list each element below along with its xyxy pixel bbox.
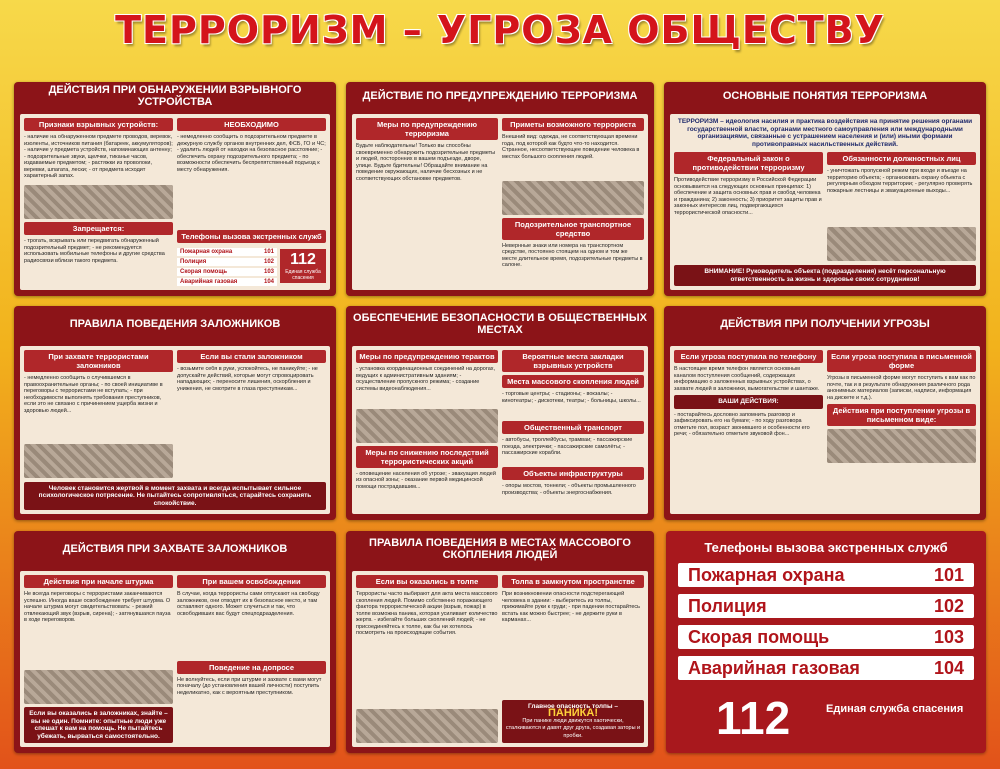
text-block: - трогать, вскрывать или передвигать обнаруженный подозрительный предмет; - не рекомендуется использовать мобильные телефоны и другие средства радиосвязи вблизи такого предмета. — [24, 238, 165, 264]
subheading: Если угроза поступила в письменной форме — [827, 350, 976, 372]
photo — [24, 670, 173, 704]
phone-row: Полиция 102 — [177, 258, 277, 266]
text-block: - торговые центры; - стадионы; - вокзалы; - кинотеатры; - дискотеки, театры; - больницы, школы... — [502, 391, 641, 404]
subheading: Действия при начале штурма — [24, 575, 173, 588]
text-block: - автобусы, троллейбусы, трамваи; - пассажирские поезда, электрички; - пассажирские самолёты; - пассажирские корабли. — [502, 437, 633, 456]
photo — [356, 409, 498, 443]
panic-block: Главное опасность толпы – ПАНИКА! При панике люди движутся хаотически, сталкиваются и давят друг друга, создавая заторы и пробки. — [502, 700, 644, 744]
subheading: Если вы оказались в толпе — [356, 575, 498, 588]
terrorism-definition: ТЕРРОРИЗМ – идеология насилия и практика воздействия на принятие решения органами государственной власти, органами местного самоуправления или международными организациями, связанные с устрашением населения и (или) иными формами противоправных насильственных действий. — [677, 118, 973, 148]
photo — [24, 444, 173, 478]
photo — [24, 185, 173, 219]
phone-row: Пожарная охрана 101 — [177, 248, 277, 256]
subheading: Меры по предупреждению терроризма — [356, 118, 498, 140]
panel-public-safety — [346, 306, 654, 520]
panel-title: ДЕЙСТВИЯ ПРИ ОБНАРУЖЕНИИ ВЗРЫВНОГО УСТРОЙСТВА — [48, 84, 302, 108]
subheading: НЕОБХОДИМО — [177, 118, 326, 131]
subheading: Запрещается: — [24, 222, 173, 235]
phone-row-ambulance: Скорая помощь 103 — [678, 625, 974, 649]
number-112-label: Единая служба спасения — [285, 269, 321, 281]
panel-title: ПРАВИЛА ПОВЕДЕНИЯ ЗАЛОЖНИКОВ — [69, 318, 281, 330]
subheading: Подозрительное транспортное средство — [502, 218, 644, 240]
text-block: Противодействие терроризму в Российской Федерации основывается на следующих основных принципах: 1) обеспечение и защита основных прав и свобод человека и гражданина; 2) законность; 3) приоритет защиты прав и законных интересов лиц, подвергающихся террористической опасности... — [674, 177, 822, 216]
subheading: Приметы возможного террориста — [502, 118, 644, 131]
phone-row-gas: Аварийная газовая 104 — [678, 656, 974, 680]
note-block: Если вы оказались в заложниках, знайте – вы не один. Помните: опытные люди уже спешат к вам на помощь. Не пытайтесь убежать, вырваться самостоятельно. — [24, 707, 173, 743]
phone-row-police: Полиция 102 — [678, 594, 974, 618]
text-block: Внешний вид: одежда, не соответствующая времени года, под которой как будто что-то находится. Странное, несоответствующее поведение человека в местах большого скопления людей. — [502, 134, 640, 160]
page-title: ТЕРРОРИЗМ – УГРОЗА ОБЩЕСТВУ — [115, 8, 885, 52]
panel-prevention — [346, 82, 654, 296]
subheading: Поведение на допросе — [177, 661, 326, 674]
subheading: При захвате террористами заложников — [24, 350, 173, 372]
number-112-label: Единая служба спасения — [826, 703, 964, 715]
subheading: Действия при поступлении угрозы в письменном виде: — [827, 404, 976, 426]
text-block: - возьмите себя в руки, успокойтесь, не паникуйте; - не допускайте действий, которые могут спровоцировать нападающих; - переносите лишения, оскорбления и унижения, не смотрите в глаза преступникам... — [177, 366, 318, 392]
panel-title: ДЕЙСТВИЕ ПО ПРЕДУПРЕЖДЕНИЮ ТЕРРОРИЗМА — [362, 90, 638, 102]
subheading: Общественный транспорт — [502, 421, 644, 434]
text-block: Угрозы в письменной форме могут поступить к вам как по почте, так и в результате обнаружения различного рода анонимных материалов (записки, надписи, информация на дискете и т.д.). — [827, 375, 976, 401]
phone-row: Скорая помощь 103 — [177, 268, 277, 276]
subheading: Вероятные места закладки взрывных устройств — [502, 350, 644, 372]
warning-note: ВНИМАНИЕ! Руководитель объекта (подразделения) несёт персональную ответственность за жизнь и здоровье своих сотрудников! — [674, 265, 976, 286]
photo — [502, 181, 644, 215]
emergency-phones-panel — [666, 531, 986, 753]
panel-crowd-rules — [346, 531, 654, 753]
phones-title: Телефоны вызова экстренных служб — [704, 540, 948, 555]
text-block: Не всегда переговоры с террористами заканчиваются успешно. Иногда ваше освобождение требует штурма. О начале штурма могут свидетельствовать: - резкий отвлекающий звук (взрыв, сирена); - затянувшаяся пауза в ходе переговоров. — [24, 591, 171, 623]
number-112: 112 — [716, 692, 791, 744]
text-block: - наличие на обнаруженном предмете проводов, веревок, изоленты, источников питания (батареек, аккумуляторов); - наличие у предмета устройств, напоминающих антенну; - подозрительные звуки, щелчки, тиканье часов, издаваемые предметом; - растяжки из проволоки, веревки, шпагата, лески; - от предмета исходит характерный запах. — [24, 134, 173, 179]
text-block: - немедленно сообщить о случившемся в правоохранительные органы; - по своей инициативе в переговоры с террористами не вступать; - при необходимости выполнять требования преступников, если это не связано с причинением ущерба жизни и здоровью людей... — [24, 375, 163, 414]
subheading: Телефоны вызова экстренных служб — [177, 230, 326, 243]
photo — [827, 227, 976, 261]
text-block: - постарайтесь дословно запомнить разговор и зафиксировать его на бумаге; - по ходу разговора отметьте пол, возраст звонившего и особенности его речи; - обязательно отметьте звуковой фон... — [674, 411, 810, 437]
text-block: В настоящее время телефон является основным каналом поступления сообщений, содержащих информацию о заложенных взрывных устройствах, о захвате людей в заложники, вымогательстве и шантаже. — [674, 366, 820, 392]
subheading: Обязанности должностных лиц — [827, 152, 976, 165]
subheading: ВАШИ ДЕЙСТВИЯ: — [674, 395, 823, 409]
subheading: Места массового скопления людей — [502, 375, 644, 388]
subheading: При вашем освобождении — [177, 575, 326, 588]
photo — [356, 709, 498, 743]
text-block: В случае, когда террористы сами отпускают на свободу заложников, они отводят их в безопасное место, и там оставляют одного. Может случиться и так, что освободивших вас будут спецподразделения. — [177, 591, 320, 617]
panel-title: ОБЕСПЕЧЕНИЕ БЕЗОПАСНОСТИ В ОБЩЕСТВЕННЫХ МЕСТАХ — [353, 312, 647, 336]
panel-title: ДЕЙСТВИЯ ПРИ ПОЛУЧЕНИИ УГРОЗЫ — [720, 318, 930, 330]
text-block: Террористы часто выбирают для акта места массового скопления людей. Помимо собственно поражающего фактора террористической акции (взрыв, пожар) в толпе возможна паника, которая усиливает количество жертв. - избегайте больших скоплений людей; - не присоединяйтесь к толпе, как бы ни хотелось посмотреть на происходящие события. — [356, 591, 498, 636]
text-block: - опоры мостов, тоннели; - объекты промышленного производства; - объекты энергоснабжения. — [502, 483, 636, 496]
text-block: Не волнуйтесь, если при штурме и захвате с вами могут поначалу (до установления вашей личности) поступить неделикатно, как с вероятным преступником. — [177, 676, 322, 696]
subheading: Объекты инфраструктуры — [502, 467, 644, 480]
text-block: - оповещение населения об угрозе; - эвакуация людей из опасной зоны; - оказание первой медицинской помощи пострадавшим... — [356, 470, 496, 490]
text-block: При возникновении опасности подстерегающей человека в здании: - выберитесь из толпы, прижимайте руки к груди; - при падении постарайтесь встать как можно быстрее; - не держите руки в карманах... — [502, 591, 641, 623]
text-block: - установка координационных соединений на дорогах, ведущих к административным зданиям; - осуществление пропускного режима; - создание системы видеонаблюдения... — [356, 366, 496, 392]
subheading: Меры по снижению последствий террористических акций — [356, 446, 498, 468]
note-block: Человек становится жертвой в момент захвата и всегда испытывает сильное психологическое потрясение. Не пытайтесь сопротивляться, старайтесь сохранять спокойствие. — [24, 482, 326, 511]
phone-row-fire: Пожарная охрана 101 — [678, 563, 974, 587]
panel-hostage-capture — [14, 531, 336, 753]
panel-title: ДЕЙСТВИЯ ПРИ ЗАХВАТЕ ЗАЛОЖНИКОВ — [62, 543, 288, 555]
subheading: Толпа в замкнутом пространстве — [502, 575, 644, 588]
subheading: Признаки взрывных устройств: — [24, 118, 173, 131]
panel-threat-actions — [664, 306, 986, 520]
photo — [827, 429, 976, 463]
phone-row: Аварийная газовая 104 — [177, 278, 277, 286]
panel-explosive-device — [14, 82, 336, 296]
subheading: Федеральный закон о противодействии терроризму — [674, 152, 823, 174]
text-block: Невернные знаки или номера на транспортном средстве, постоянно стоящем на одном и том же месте длительное время, подозрительные предметы в салоне. — [502, 242, 643, 268]
panel-basic-concepts — [664, 82, 986, 296]
panel-title: ОСНОВНЫЕ ПОНЯТИЯ ТЕРРОРИЗМА — [722, 90, 928, 102]
panel-title: ПРАВИЛА ПОВЕДЕНИЯ В МЕСТАХ МАССОВОГО СКОПЛЕНИЯ ЛЮДЕЙ — [369, 537, 631, 561]
text-block: - уничтожать пропускной режим при входе и въезде на территорию объекта; - организовать охрану объекта с регулярным обходом территории; - регулярно проверять пожарные лестницы и эвакуационные выходы... — [827, 168, 973, 194]
text-block: Будьте наблюдательны! Только вы способны своевременно обнаружить подозрительные предметы и людей, посторонних в вашем подъезде, дворе, улице. Будьте бдительны! Обращайте внимание на поведение окружающих, наличие бесхозных и не соответствующих обстановке предметов. — [356, 143, 496, 182]
subheading: Меры по предупреждению терактов — [356, 350, 498, 363]
number-112: 112 — [290, 251, 316, 268]
subheading: Если угроза поступила по телефону — [674, 350, 823, 363]
text-block: - немедленно сообщить о подозрительном предмете в дежурную службу органов внутренних дел, ФСБ, ГО и ЧС; - удалить людей от находки на безопасное расстояние; - обеспечить охрану подозрительного предмета; - по возможности обеспечить беспрепятственный подъезд к месту обнаружения. — [177, 134, 326, 173]
subheading: Если вы стали заложником — [177, 350, 326, 363]
panel-hostage-rules — [14, 306, 336, 520]
